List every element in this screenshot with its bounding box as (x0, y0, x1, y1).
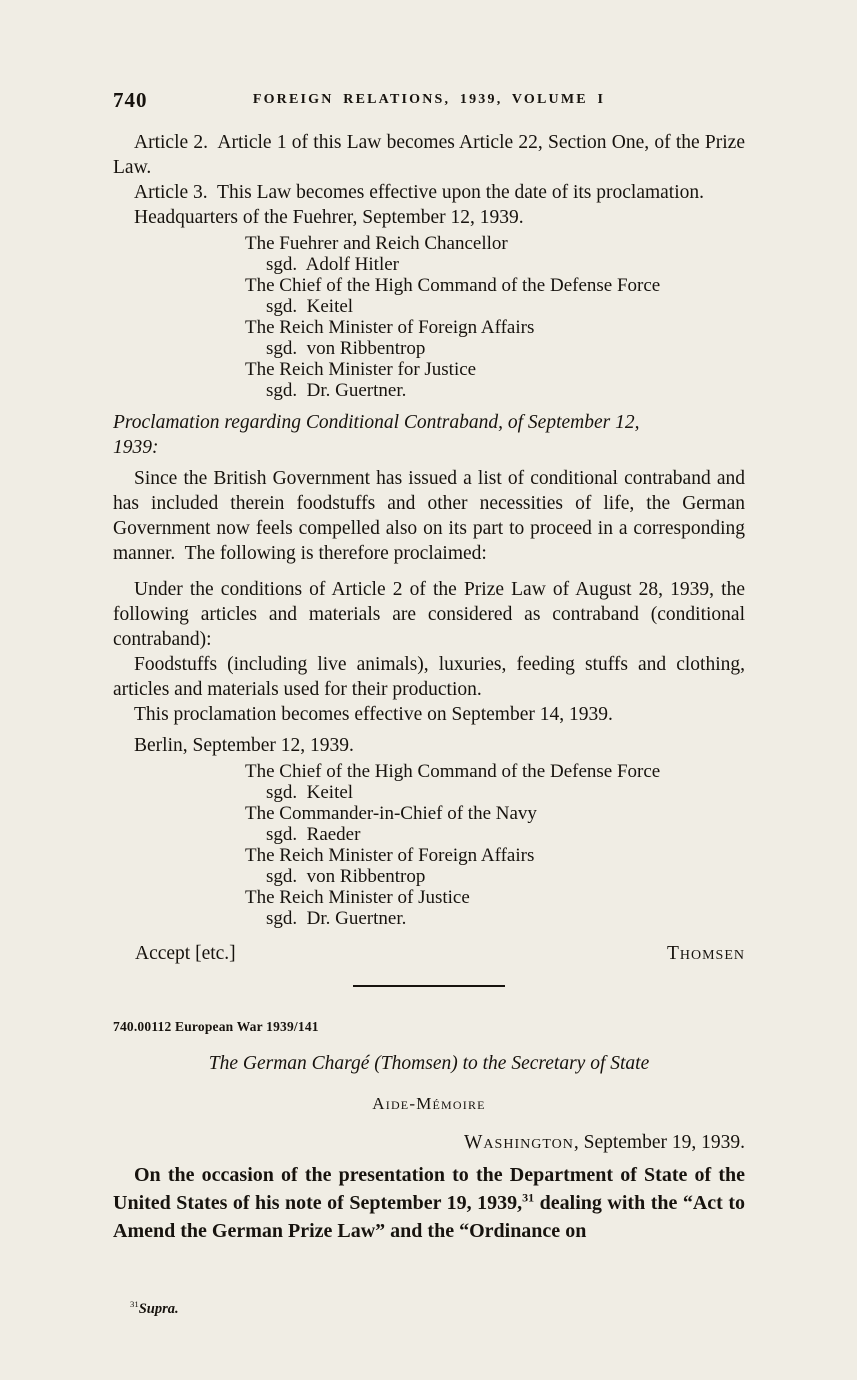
proclamation-paragraph-3: Foodstuffs (including live animals), luxuries, feeding stuffs and clothing, articles and materials used for their production. (113, 654, 750, 700)
signatory-signature: sgd. Raeder (266, 824, 361, 845)
prize-law-document (113, 130, 750, 401)
memo-paragraph-text-1: On the occasion of the presentation to the Department of State of the United States of his note of September 19, 1939, (113, 1164, 750, 1214)
place-date-line (113, 1132, 745, 1154)
signatory-signature: sgd. Adolf Hitler (266, 254, 399, 275)
footnote (130, 1301, 179, 1318)
page-number: 740 (113, 88, 148, 112)
footnote-number: 31 (130, 1299, 139, 1310)
signatory-title: The Reich Minister of Foreign Affairs (245, 845, 535, 866)
signatory-signature: sgd. Dr. Guertner. (266, 380, 407, 401)
document-title: The German Chargé (Thomsen) to the Secretary of State (208, 1053, 650, 1074)
footnote-reference: 31 (522, 1190, 535, 1205)
running-title: FOREIGN RELATIONS, 1939, VOLUME I (252, 92, 606, 107)
document-subtitle: Aide-Mémoire (372, 1094, 486, 1113)
signatory-title: The Chief of the High Command of the Defense Force (245, 761, 661, 782)
date-text: , September 19, 1939. (573, 1132, 745, 1153)
signatory-signature: sgd. Keitel (266, 296, 354, 317)
footnote-text: Supra. (138, 1301, 179, 1317)
section-divider-rule (353, 985, 505, 987)
archive-file-number: 740.00112 European War 1939/141 (113, 1019, 319, 1034)
proclamation-paragraph-2: Under the conditions of Article 2 of the Prize Law of August 28, 1939, the following articles and materials are considered as contraband (conditional contraband): (113, 579, 750, 650)
signatory-title: The Reich Minister of Foreign Affairs (245, 317, 535, 338)
proclamation-paragraph-4: This proclamation becomes effective on September 14, 1939. (134, 704, 613, 725)
memo-paragraph-text-2: dealing with the “Act to Amend the German Prize Law” and the “Ordinance on (113, 1192, 749, 1242)
signatory-signature: sgd. Dr. Guertner. (266, 908, 407, 929)
closing-row (113, 943, 745, 965)
signatory-signature: sgd. von Ribbentrop (266, 338, 426, 359)
law-signature-block (245, 233, 745, 401)
proclamation-paragraph-1: Since the British Government has issued a list of conditional contraband and has included therein foodstuffs and other necessities of life, the German Government now feels compelled also on its part to proceed in a corresponding manner. The following is therefore proclaimed: (113, 468, 750, 564)
proclamation-dateline: Berlin, September 12, 1939. (134, 735, 354, 756)
article-3-paragraph: Article 3. This Law becomes effective upon the date of its proclamation. (134, 182, 705, 203)
signatory-signature: sgd. von Ribbentrop (266, 866, 426, 887)
signatory-title: The Reich Minister of Justice (245, 887, 470, 908)
signatory-title: The Fuehrer and Reich Chancellor (245, 233, 508, 254)
law-dateline: Headquarters of the Fuehrer, September 12, 1939. (134, 207, 524, 228)
page-header (113, 88, 745, 114)
signatory-title: The Reich Minister for Justice (245, 359, 477, 380)
signatory-title: The Commander-in-Chief of the Navy (245, 803, 537, 824)
signatory-signature: sgd. Keitel (266, 782, 354, 803)
aide-memoire-document (113, 1019, 750, 1245)
signatory-title: The Chief of the High Command of the Defense Force (245, 275, 661, 296)
proclamation-heading: Proclamation regarding Conditional Contraband, of September 12, 1939: (113, 412, 640, 458)
proclamation-signature-block (245, 761, 745, 929)
place-name: Washington (464, 1132, 574, 1153)
closing-phrase: Accept [etc.] (135, 943, 236, 964)
proclamation-document (113, 410, 750, 965)
article-2-paragraph: Article 2. Article 1 of this Law becomes Article 22, Section One, of the Prize Law. (113, 132, 750, 178)
signoff-name: Thomsen (666, 943, 745, 964)
memo-paragraph (113, 1161, 750, 1245)
